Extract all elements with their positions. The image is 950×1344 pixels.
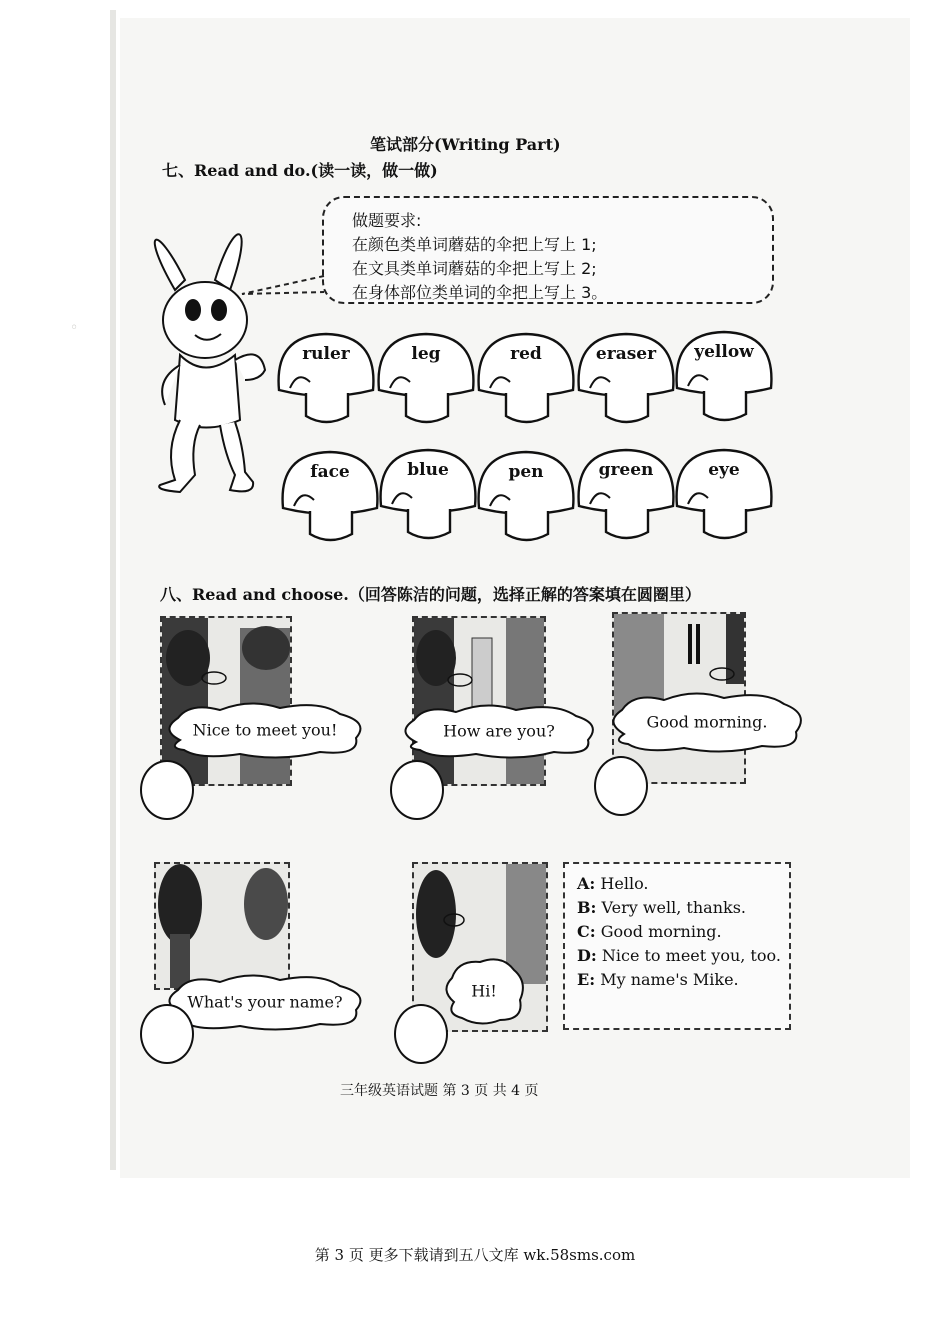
bubble-text: How are you? bbox=[443, 721, 555, 741]
option-text: Nice to meet you, too. bbox=[596, 946, 781, 965]
instruction-pointer bbox=[240, 270, 326, 300]
answer-circle[interactable] bbox=[594, 756, 648, 816]
speech-bubble bbox=[440, 954, 528, 1028]
answer-option bbox=[577, 922, 722, 941]
section-8-title: 八、Read and choose.（回答陈洁的问题，选择正解的答案填在圆圈里） bbox=[160, 585, 701, 604]
option-letter: D: bbox=[577, 946, 597, 965]
option-letter: A: bbox=[577, 874, 596, 893]
mushroom-word: red bbox=[510, 344, 542, 364]
mushroom-word: yellow bbox=[694, 342, 754, 362]
section-7-title: 七、Read and do.(读一读，做一做) bbox=[162, 161, 438, 180]
mushroom-word: pen bbox=[508, 462, 544, 482]
mushroom-word: ruler bbox=[302, 344, 350, 364]
speech-bubble bbox=[160, 700, 370, 760]
scan-page-footer: 三年级英语试题 第 3 页 共 4 页 bbox=[340, 1083, 539, 1099]
instruction-line: 在颜色类单词蘑菇的伞把上写上 1; bbox=[352, 235, 597, 254]
mushroom-word: green bbox=[598, 460, 654, 480]
mushroom-word: eye bbox=[708, 460, 740, 480]
answer-options bbox=[563, 862, 791, 1030]
answer-circle[interactable] bbox=[140, 760, 194, 820]
bubble-text: Good morning. bbox=[646, 712, 768, 732]
mushroom-word: face bbox=[310, 462, 350, 482]
answer-circle[interactable] bbox=[390, 760, 444, 820]
scene-photo bbox=[412, 616, 546, 786]
answer-option bbox=[577, 970, 739, 989]
option-text: Hello. bbox=[595, 874, 649, 893]
mushroom-card bbox=[576, 446, 676, 542]
mushroom-word: leg bbox=[411, 344, 441, 364]
option-text: My name's Mike. bbox=[595, 970, 739, 989]
answer-circle[interactable] bbox=[394, 1004, 448, 1064]
option-text: Good morning. bbox=[595, 922, 722, 941]
mushroom-card bbox=[674, 446, 774, 542]
answer-option bbox=[577, 874, 649, 893]
option-letter: E: bbox=[577, 970, 596, 989]
page-title: 笔试部分(Writing Part) bbox=[370, 135, 561, 154]
mushroom-word: blue bbox=[407, 460, 449, 480]
answer-option bbox=[577, 898, 746, 917]
page-footer: 第 3 页 更多下载请到五八文库 wk.58sms.com bbox=[314, 1246, 636, 1264]
rabbit-illustration bbox=[135, 210, 275, 500]
mushroom-card bbox=[476, 330, 576, 426]
instruction-line: 在身体部位类单词的伞把上写上 3。 bbox=[352, 283, 608, 302]
answer-option bbox=[577, 946, 781, 965]
mushroom-card bbox=[476, 448, 576, 544]
answer-circle[interactable] bbox=[140, 1004, 194, 1064]
scene-photo bbox=[154, 862, 290, 990]
ghost-mark: ◦ bbox=[70, 320, 79, 336]
scan-edge bbox=[110, 10, 116, 1170]
mushroom-card bbox=[376, 330, 476, 426]
bubble-text: Nice to meet you! bbox=[192, 720, 338, 740]
mushroom-card bbox=[378, 446, 478, 542]
mushroom-card bbox=[674, 328, 774, 424]
option-letter: C: bbox=[577, 922, 596, 941]
bubble-text: Hi! bbox=[471, 981, 497, 1001]
speech-bubble bbox=[604, 690, 810, 754]
mushroom-card bbox=[576, 330, 676, 426]
speech-bubble bbox=[396, 702, 602, 760]
option-letter: B: bbox=[577, 898, 597, 917]
mushroom-word: eraser bbox=[595, 344, 657, 364]
mushroom-card bbox=[276, 330, 376, 426]
people-illustration bbox=[156, 864, 288, 988]
instruction-line: 做题要求: bbox=[352, 211, 422, 230]
option-text: Very well, thanks. bbox=[596, 898, 746, 917]
bubble-text: What's your name? bbox=[187, 992, 343, 1012]
instruction-box bbox=[322, 196, 774, 304]
mushroom-card bbox=[280, 448, 380, 544]
instruction-line: 在文具类单词蘑菇的伞把上写上 2; bbox=[352, 259, 597, 278]
